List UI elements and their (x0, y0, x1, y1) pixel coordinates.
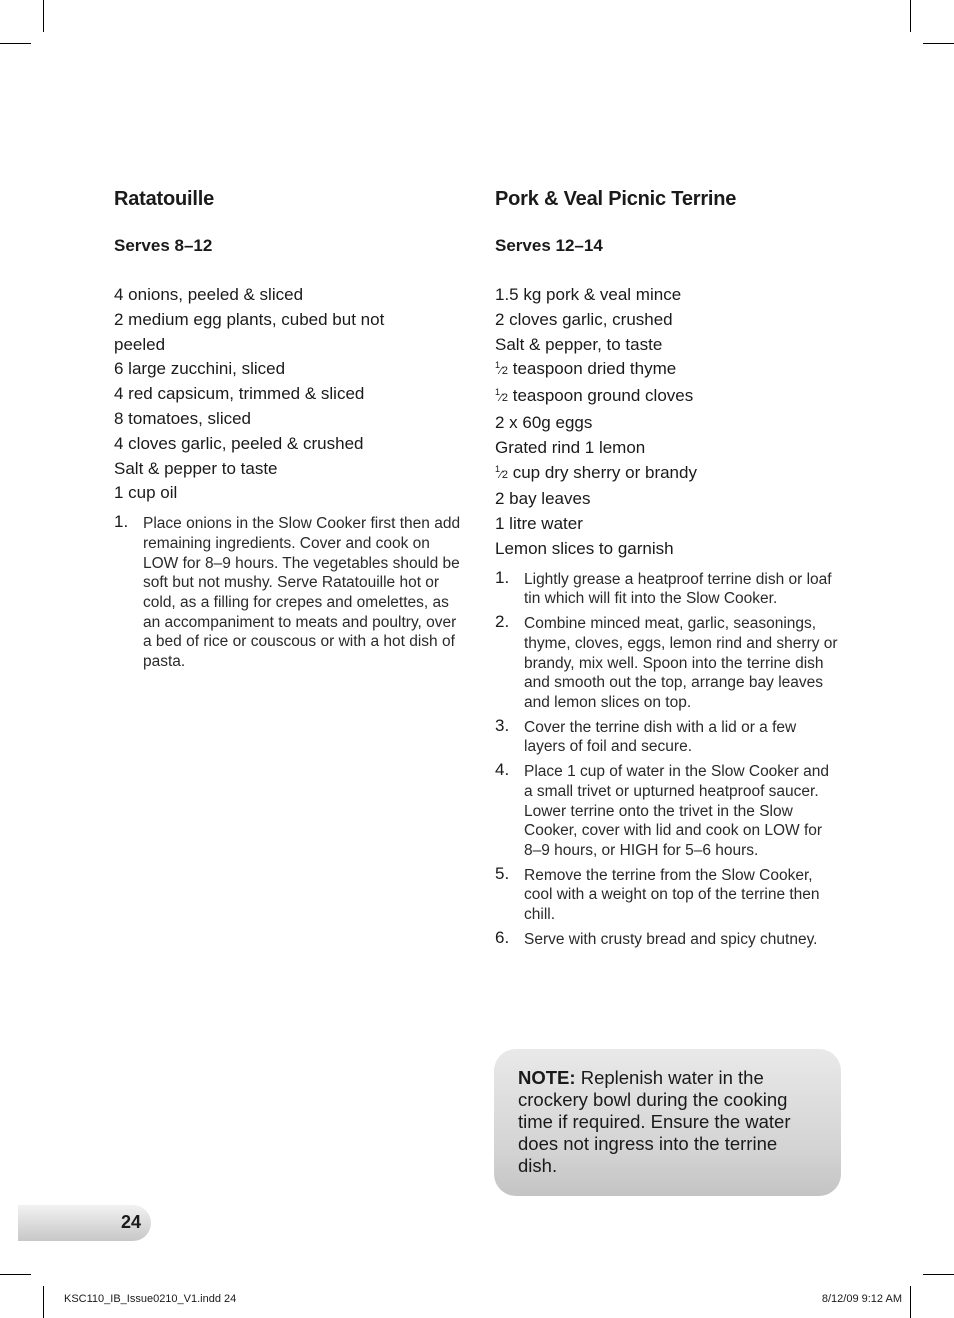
date-slug: 8/12/09 9:12 AM (821, 1293, 902, 1305)
fraction-numerator: 1 (495, 360, 501, 371)
recipe-title: Ratatouille (114, 188, 215, 210)
ingredient-item: 1 cup oil (114, 483, 178, 503)
fraction-numerator: 1 (495, 463, 501, 474)
page-number-tab (18, 1205, 151, 1241)
ingredient-text: teaspoon ground cloves (512, 386, 694, 406)
step-number: 1. (114, 512, 129, 532)
ingredient-item: Salt & pepper, to taste (495, 334, 663, 354)
crop-mark (910, 0, 911, 32)
step-number: 2. (495, 612, 510, 632)
crop-mark (923, 43, 954, 44)
ingredient-item: peeled (114, 334, 166, 354)
crop-mark (43, 1286, 44, 1318)
half-fraction: $^1$⁄2 (495, 360, 508, 378)
crop-mark (910, 1286, 911, 1318)
ingredient-item: 2 bay leaves (495, 489, 591, 509)
ingredient-item: 1 litre water (495, 514, 583, 534)
fraction-denominator: 2 (501, 468, 508, 481)
ingredient-item: Salt & pepper to taste (114, 458, 278, 478)
step-text: Remove the terrine from the Slow Cooker, cool with a weight on top of the terrine then chill. (524, 866, 820, 924)
note-text: Replenish water in the crockery bowl during the cooking time if required. Ensure the water does not ingress into the terrine dish. (518, 1067, 791, 1176)
step-text: Serve with crusty bread and spicy chutney. (524, 930, 818, 948)
ingredient-item: 4 red capsicum, trimmed & sliced (114, 384, 365, 404)
crop-mark (0, 1274, 31, 1275)
ingredient-list (495, 283, 840, 562)
page-number: 24 (120, 1212, 141, 1232)
step-text: Place 1 cup of water in the Slow Cooker and a small trivet or upturned heatproof saucer. Lower terrine onto the trivet in the Slow Cooker, cover with lid and cook on LOW for 8–9 hours, or HIGH for 5–6 hours. (524, 763, 830, 859)
step-text: Lightly grease a heatproof terrine dish or loaf tin which will fit into the Slow Cooker. (524, 570, 832, 608)
recipe-title: Pork & Veal Picnic Terrine (495, 188, 737, 210)
crop-mark (923, 1274, 954, 1275)
ingredient-item: 2 medium egg plants, cubed but not (114, 309, 385, 329)
step-number: 1. (495, 567, 510, 587)
ingredient-item: 2 x 60g eggs (495, 412, 593, 432)
ingredient-item: 4 onions, peeled & sliced (114, 285, 304, 304)
method-step (495, 715, 840, 757)
ingredient-item: 8 tomatoes, sliced (114, 408, 252, 428)
half-fraction: $^1$⁄2 (495, 463, 508, 481)
ingredient-item (495, 357, 840, 384)
method-step (495, 863, 840, 925)
fraction-denominator: 2 (501, 365, 508, 378)
method-step (495, 762, 840, 861)
step-text: Combine minced meat, garlic, seasonings, thyme, cloves, eggs, lemon rind and sherry or brandy, mix well. Spoon into the terrine dish and smooth out the top, arrange bay leaves and lemon slices on top. (524, 615, 838, 711)
crop-mark (43, 0, 44, 32)
recipe-ratatouille (114, 186, 464, 677)
ingredient-item: Lemon slices to garnish (495, 538, 674, 558)
ingredient-item: Grated rind 1 lemon (495, 437, 646, 457)
step-text: Place onions in the Slow Cooker first then add remaining ingredients. Cover and cook on LOW for 8–9 hours. The vegetables should be soft but not mushy. Serve Ratatouille hot or cold, as a filling for crepes and omelettes, as an accompaniment to meats and poultry, over a bed of rice or couscous or with a hot dish of pasta. (143, 515, 461, 671)
ingredient-text: cup dry sherry or brandy (512, 462, 697, 482)
recipe-pork-veal-terrine (495, 186, 840, 954)
method-list (495, 567, 840, 950)
step-number: 4. (495, 760, 510, 780)
method-step (495, 614, 840, 713)
ingredient-item: 1.5 kg pork & veal mince (495, 285, 682, 304)
file-slug: KSC110_IB_Issue0210_V1.indd 24 (64, 1293, 237, 1305)
step-number: 6. (495, 927, 510, 947)
ingredient-item: 4 cloves garlic, peeled & crushed (114, 433, 364, 453)
step-text: Cover the terrine dish with a lid or a few layers of foil and secure. (524, 718, 797, 756)
step-number: 5. (495, 863, 510, 883)
step-number: 3. (495, 715, 510, 735)
ingredient-item (495, 384, 840, 411)
ingredient-item: 2 cloves garlic, crushed (495, 309, 673, 329)
ingredient-text: teaspoon dried thyme (512, 359, 677, 379)
method-step (114, 514, 464, 672)
method-step (495, 567, 840, 609)
serves-label: Serves 12–14 (495, 236, 603, 255)
method-list (114, 514, 464, 672)
fraction-denominator: 2 (501, 392, 508, 405)
fraction-numerator: 1 (495, 387, 501, 398)
note-label: NOTE: (518, 1067, 576, 1088)
ingredient-list (114, 283, 464, 506)
ingredient-item (495, 461, 840, 488)
serves-label: Serves 8–12 (114, 236, 213, 255)
note-box (494, 1049, 841, 1196)
ingredient-item: 6 large zucchini, sliced (114, 359, 286, 379)
crop-mark (0, 43, 31, 44)
half-fraction: $^1$⁄2 (495, 387, 508, 405)
method-step (495, 927, 840, 950)
